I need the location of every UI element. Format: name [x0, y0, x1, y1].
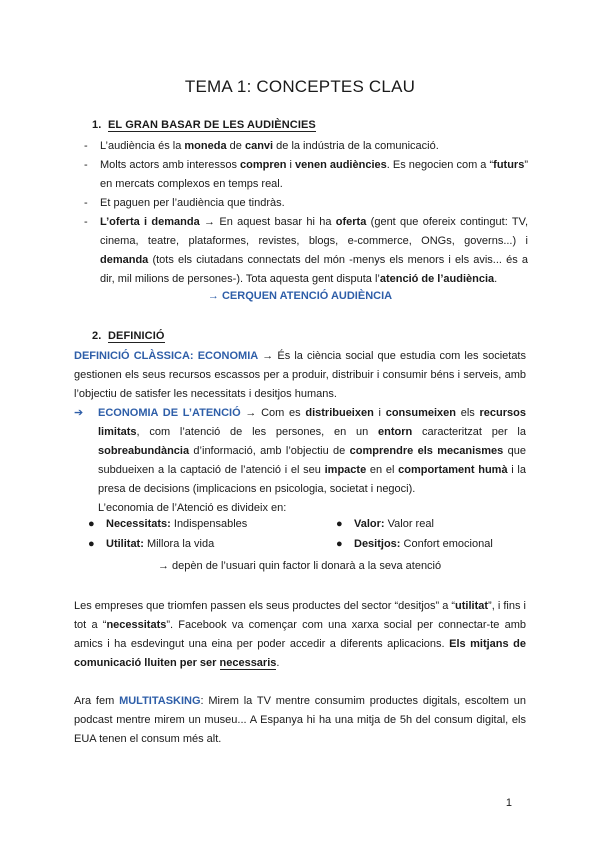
section-2-heading	[92, 330, 165, 342]
factor-desitjos: ● Desitjos: Confort emocional	[336, 538, 493, 550]
page-title: TEMA 1: CONCEPTES CLAU	[184, 77, 416, 96]
factor-utilitat: ● Utilitat: Millora la vida	[88, 538, 215, 550]
companies-paragraph: Les empreses que triomfen passen els seus productes del sector “desitjos” a “utilitat”, i fins i tot a “necessitats”. Facebook va començar com una xarxa social per connectar-te amb amics i ha esdevingut una eina per poder accedir a diferents aplicacions. Els mitjans de comunicació lluiten per ser necessaris.	[74, 600, 526, 669]
section-1-number: 1.	[92, 119, 102, 131]
page-number: 1	[505, 797, 512, 809]
section-1-list	[78, 137, 528, 289]
divides-intro: L’economia de l’Atenció es divideix en:	[98, 502, 287, 514]
attention-economy-label: ECONOMIA DE L’ATENCIÓ	[98, 407, 241, 419]
list-item: - L’oferta i demanda → En aquest basar hi ha oferta (gent que ofereix contingut: TV, cinema, teatre, plataformes, revistes, blogs, e-commerce, ONGs, governs...) i demanda (tots els ciutadans connectats del món -menys els menors i els avis... és a dir, mil milions de persones-). Tota aquesta gent disputa l’atenció de l’audiència.	[84, 216, 528, 285]
attention-economy-definition: ➔ ECONOMIA DE L’ATENCIÓ → Com es distribueixen i consumeixen els recursos limitats, com l’atenció de les persones, en un entorn caracteritzat per la sobreabundància d’informació, amb l’objectiu de comprendre els mecanismes que subdueixen a la captació de l’atenció i el seu impacte en el comportament humà i la presa de decisions (implicacions en psicologia, societat i negoci).	[74, 404, 526, 499]
arrow-icon: ➔	[74, 407, 84, 419]
list-item: - Molts actors amb interessos compren i venen audiències. Es negocien com a “futurs” en mercats complexos en temps real.	[84, 159, 528, 190]
factor-necessitats: ● Necessitats: Indispensables	[88, 518, 248, 530]
list-item: - L’audiència és la moneda de canvi de la indústria de la comunicació.	[84, 140, 439, 152]
list-item: - Et paguen per l’audiència que tindràs.	[84, 197, 285, 209]
multitasking-paragraph: Ara fem MULTITASKING: Mirem la TV mentre consumim productes digitals, escoltem un podcast mentre mirem un museu... A Espanya hi ha una mitja de 5h del consum digital, els EUA tenen el consum més alt.	[74, 695, 526, 745]
section-2-number: 2.	[92, 330, 102, 342]
factor-valor: ● Valor: Valor real	[336, 518, 434, 530]
classic-definition-label: DEFINICIÓ CLÀSSICA: ECONOMIA	[74, 350, 259, 362]
classic-definition: DEFINICIÓ CLÀSSICA: ECONOMIA → És la ciència social que estudia com les societats gestionen els seus recursos escassos per a produir, distribuir i consumir béns i serveis, amb l’objectiu de satisfer les necessitats i desitjos humans.	[74, 350, 526, 400]
section-1-heading	[92, 119, 316, 131]
bullet-icon: ●	[336, 538, 343, 550]
section-2-title: DEFINICIÓ	[108, 330, 165, 342]
bullet-icon: ●	[336, 518, 343, 530]
audience-attention-note: → CERQUEN ATENCIÓ AUDIÈNCIA	[207, 290, 393, 302]
bullet-icon: ●	[88, 518, 95, 530]
bullet-icon: ●	[88, 538, 95, 550]
section-1-title: EL GRAN BASAR DE LES AUDIÈNCIES	[108, 119, 316, 131]
depends-note: → depèn de l’usuari quin factor li donarà a la seva atenció	[158, 560, 442, 572]
